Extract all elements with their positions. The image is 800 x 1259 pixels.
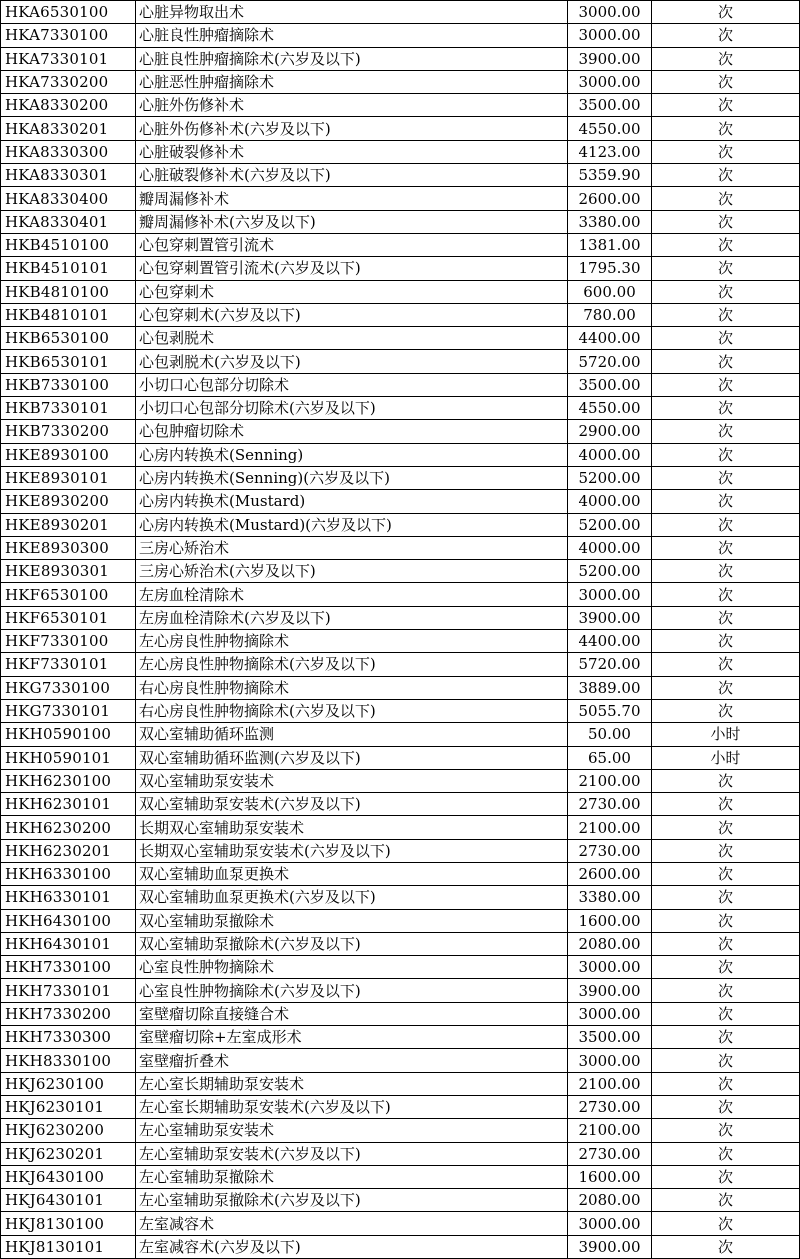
item-price-cell: 5200.00 [568,513,652,536]
table-row [1,443,800,466]
item-code-cell: HKJ6230100 [1,1072,136,1095]
item-code-cell: HKF6530100 [1,583,136,606]
item-unit-cell: 次 [652,769,800,792]
table-row [1,1002,800,1025]
item-unit-cell: 次 [652,350,800,373]
item-code-cell: HKE8930201 [1,513,136,536]
item-code-cell: HKA7330200 [1,70,136,93]
table-row [1,583,800,606]
table-row [1,1235,800,1258]
table-row [1,793,800,816]
item-code-cell: HKH6230201 [1,839,136,862]
item-price-cell: 2900.00 [568,420,652,443]
item-unit-cell: 次 [652,70,800,93]
item-name-cell: 双心室辅助循环监测(六岁及以下) [136,746,568,769]
item-name-cell: 心房内转换术(Mustard) [136,490,568,513]
item-unit-cell: 次 [652,257,800,280]
item-price-cell: 2730.00 [568,1142,652,1165]
table-row [1,140,800,163]
item-price-cell: 3900.00 [568,47,652,70]
item-name-cell: 心房内转换术(Senning) [136,443,568,466]
table-row [1,862,800,885]
item-name-cell: 心脏破裂修补术(六岁及以下) [136,164,568,187]
item-code-cell: HKF7330100 [1,630,136,653]
item-name-cell: 心脏恶性肿瘤摘除术 [136,70,568,93]
item-price-cell: 4000.00 [568,490,652,513]
item-code-cell: HKA8330301 [1,164,136,187]
item-code-cell: HKH7330300 [1,1026,136,1049]
item-unit-cell: 次 [652,816,800,839]
item-name-cell: 左房血栓清除术 [136,583,568,606]
item-price-cell: 3000.00 [568,24,652,47]
item-name-cell: 心房内转换术(Mustard)(六岁及以下) [136,513,568,536]
item-unit-cell: 次 [652,94,800,117]
item-price-cell: 2730.00 [568,793,652,816]
table-row [1,47,800,70]
item-price-cell: 4400.00 [568,630,652,653]
item-name-cell: 心包穿刺术(六岁及以下) [136,303,568,326]
item-price-cell: 65.00 [568,746,652,769]
item-price-cell: 1600.00 [568,1165,652,1188]
table-row [1,350,800,373]
item-price-cell: 3900.00 [568,606,652,629]
item-unit-cell: 次 [652,303,800,326]
item-code-cell: HKJ6230101 [1,1095,136,1118]
item-name-cell: 心包剥脱术 [136,327,568,350]
item-unit-cell: 次 [652,1072,800,1095]
table-row [1,1095,800,1118]
table-row [1,1165,800,1188]
item-code-cell: HKH7330100 [1,956,136,979]
item-name-cell: 长期双心室辅助泵安装术(六岁及以下) [136,839,568,862]
item-name-cell: 右心房良性肿物摘除术(六岁及以下) [136,699,568,722]
table-row [1,956,800,979]
item-unit-cell: 次 [652,956,800,979]
item-name-cell: 左心室辅助泵撤除术 [136,1165,568,1188]
item-price-cell: 3500.00 [568,373,652,396]
item-name-cell: 心脏外伤修补术 [136,94,568,117]
item-name-cell: 左心房良性肿物摘除术(六岁及以下) [136,653,568,676]
item-unit-cell: 次 [652,140,800,163]
item-name-cell: 左心室辅助泵撤除术(六岁及以下) [136,1189,568,1212]
item-code-cell: HKE8930101 [1,466,136,489]
item-unit-cell: 次 [652,909,800,932]
item-unit-cell: 次 [652,1002,800,1025]
table-row [1,303,800,326]
item-code-cell: HKB6530100 [1,327,136,350]
item-code-cell: HKG7330100 [1,676,136,699]
item-price-cell: 3500.00 [568,1026,652,1049]
table-row [1,653,800,676]
table-row [1,164,800,187]
item-name-cell: 心包穿刺置管引流术 [136,233,568,256]
item-price-cell: 5055.70 [568,699,652,722]
item-code-cell: HKE8930200 [1,490,136,513]
item-price-cell: 5200.00 [568,560,652,583]
table-row [1,1212,800,1235]
item-price-cell: 4000.00 [568,443,652,466]
item-code-cell: HKA7330100 [1,24,136,47]
item-name-cell: 心包剥脱术(六岁及以下) [136,350,568,373]
item-name-cell: 双心室辅助循环监测 [136,723,568,746]
item-name-cell: 双心室辅助血泵更换术 [136,862,568,885]
table-row [1,280,800,303]
item-code-cell: HKA8330200 [1,94,136,117]
item-name-cell: 三房心矫治术(六岁及以下) [136,560,568,583]
item-code-cell: HKH6230101 [1,793,136,816]
item-price-cell: 5720.00 [568,350,652,373]
item-name-cell: 心室良性肿物摘除术 [136,956,568,979]
item-name-cell: 双心室辅助泵撤除术(六岁及以下) [136,932,568,955]
item-code-cell: HKH6330100 [1,862,136,885]
item-unit-cell: 次 [652,233,800,256]
item-name-cell: 左房血栓清除术(六岁及以下) [136,606,568,629]
item-code-cell: HKH7330200 [1,1002,136,1025]
item-code-cell: HKF7330101 [1,653,136,676]
item-name-cell: 小切口心包部分切除术 [136,373,568,396]
item-name-cell: 右心房良性肿物摘除术 [136,676,568,699]
item-unit-cell: 次 [652,280,800,303]
item-unit-cell: 次 [652,979,800,1002]
table-row [1,257,800,280]
item-name-cell: 双心室辅助血泵更换术(六岁及以下) [136,886,568,909]
item-unit-cell: 次 [652,117,800,140]
item-name-cell: 室壁瘤折叠术 [136,1049,568,1072]
item-unit-cell: 次 [652,420,800,443]
item-name-cell: 左心室长期辅助泵安装术 [136,1072,568,1095]
item-unit-cell: 次 [652,886,800,909]
item-price-cell: 1600.00 [568,909,652,932]
item-code-cell: HKE8930100 [1,443,136,466]
table-row [1,490,800,513]
item-unit-cell: 次 [652,653,800,676]
table-row [1,932,800,955]
item-price-cell: 2600.00 [568,862,652,885]
item-code-cell: HKJ6430101 [1,1189,136,1212]
item-name-cell: 左室减容术 [136,1212,568,1235]
item-price-cell: 2730.00 [568,839,652,862]
item-name-cell: 心脏异物取出术 [136,1,568,24]
item-code-cell: HKJ6230200 [1,1119,136,1142]
item-price-cell: 3380.00 [568,886,652,909]
item-price-cell: 3000.00 [568,1212,652,1235]
table-row [1,187,800,210]
item-unit-cell: 次 [652,24,800,47]
item-price-cell: 5720.00 [568,653,652,676]
table-row [1,466,800,489]
table-row [1,1,800,24]
item-code-cell: HKB4510101 [1,257,136,280]
table-row [1,373,800,396]
item-price-cell: 2100.00 [568,1119,652,1142]
item-name-cell: 心包穿刺置管引流术(六岁及以下) [136,257,568,280]
item-price-cell: 2100.00 [568,816,652,839]
item-name-cell: 左心室辅助泵安装术 [136,1119,568,1142]
table-row [1,1119,800,1142]
item-unit-cell: 次 [652,1026,800,1049]
item-unit-cell: 小时 [652,746,800,769]
item-unit-cell: 次 [652,560,800,583]
item-unit-cell: 次 [652,676,800,699]
item-unit-cell: 次 [652,699,800,722]
item-name-cell: 三房心矫治术 [136,536,568,559]
table-row [1,1072,800,1095]
table-row [1,233,800,256]
item-unit-cell: 次 [652,47,800,70]
item-price-cell: 3000.00 [568,956,652,979]
item-price-cell: 3500.00 [568,94,652,117]
item-price-cell: 3000.00 [568,1002,652,1025]
table-row [1,1049,800,1072]
item-unit-cell: 次 [652,164,800,187]
item-name-cell: 小切口心包部分切除术(六岁及以下) [136,397,568,420]
item-code-cell: HKA8330300 [1,140,136,163]
item-code-cell: HKJ8130101 [1,1235,136,1258]
item-price-cell: 600.00 [568,280,652,303]
item-code-cell: HKA7330101 [1,47,136,70]
table-row [1,676,800,699]
item-unit-cell: 次 [652,513,800,536]
item-code-cell: HKH6430100 [1,909,136,932]
item-unit-cell: 次 [652,397,800,420]
item-price-cell: 5200.00 [568,466,652,489]
item-unit-cell: 次 [652,1142,800,1165]
item-price-cell: 2730.00 [568,1095,652,1118]
table-row [1,839,800,862]
table-row [1,560,800,583]
table-row [1,699,800,722]
item-price-cell: 3889.00 [568,676,652,699]
item-code-cell: HKJ8130100 [1,1212,136,1235]
table-row [1,723,800,746]
item-code-cell: HKH0590101 [1,746,136,769]
item-price-cell: 50.00 [568,723,652,746]
item-unit-cell: 次 [652,1212,800,1235]
item-name-cell: 瓣周漏修补术 [136,187,568,210]
item-unit-cell: 次 [652,373,800,396]
item-name-cell: 长期双心室辅助泵安装术 [136,816,568,839]
table-row [1,513,800,536]
item-name-cell: 左心房良性肿物摘除术 [136,630,568,653]
item-price-cell: 1795.30 [568,257,652,280]
item-unit-cell: 次 [652,1049,800,1072]
table-row [1,327,800,350]
table-row [1,420,800,443]
item-code-cell: HKA8330401 [1,210,136,233]
item-code-cell: HKA8330400 [1,187,136,210]
item-code-cell: HKB7330200 [1,420,136,443]
item-price-cell: 3900.00 [568,1235,652,1258]
item-name-cell: 双心室辅助泵撤除术 [136,909,568,932]
table-row [1,886,800,909]
item-price-cell: 4550.00 [568,117,652,140]
item-unit-cell: 次 [652,793,800,816]
item-code-cell: HKB7330100 [1,373,136,396]
item-code-cell: HKH6430101 [1,932,136,955]
item-price-cell: 3000.00 [568,1,652,24]
table-row [1,536,800,559]
item-code-cell: HKB6530101 [1,350,136,373]
item-name-cell: 心脏良性肿瘤摘除术(六岁及以下) [136,47,568,70]
item-code-cell: HKA8330201 [1,117,136,140]
table-row [1,70,800,93]
item-code-cell: HKF6530101 [1,606,136,629]
item-code-cell: HKB4510100 [1,233,136,256]
item-price-cell: 2100.00 [568,769,652,792]
item-unit-cell: 次 [652,1165,800,1188]
item-price-cell: 3000.00 [568,583,652,606]
item-name-cell: 左心室辅助泵安装术(六岁及以下) [136,1142,568,1165]
item-code-cell: HKH8330100 [1,1049,136,1072]
item-unit-cell: 次 [652,443,800,466]
item-unit-cell: 次 [652,1095,800,1118]
item-name-cell: 左心室长期辅助泵安装术(六岁及以下) [136,1095,568,1118]
item-name-cell: 心脏良性肿瘤摘除术 [136,24,568,47]
item-unit-cell: 次 [652,1189,800,1212]
item-unit-cell: 次 [652,630,800,653]
item-price-cell: 2100.00 [568,1072,652,1095]
item-name-cell: 心脏外伤修补术(六岁及以下) [136,117,568,140]
item-name-cell: 左室减容术(六岁及以下) [136,1235,568,1258]
table-row [1,630,800,653]
item-price-cell: 780.00 [568,303,652,326]
item-price-cell: 2080.00 [568,1189,652,1212]
item-unit-cell: 次 [652,1,800,24]
item-price-cell: 3000.00 [568,1049,652,1072]
item-name-cell: 心室良性肿物摘除术(六岁及以下) [136,979,568,1002]
table-row [1,94,800,117]
item-unit-cell: 次 [652,210,800,233]
table-row [1,1026,800,1049]
item-code-cell: HKB4810100 [1,280,136,303]
item-code-cell: HKB7330101 [1,397,136,420]
item-unit-cell: 次 [652,466,800,489]
item-code-cell: HKJ6230201 [1,1142,136,1165]
item-code-cell: HKH6330101 [1,886,136,909]
table-row [1,816,800,839]
item-unit-cell: 次 [652,187,800,210]
item-name-cell: 双心室辅助泵安装术(六岁及以下) [136,793,568,816]
item-price-cell: 2600.00 [568,187,652,210]
item-code-cell: HKA6530100 [1,1,136,24]
item-unit-cell: 次 [652,839,800,862]
item-unit-cell: 次 [652,1235,800,1258]
item-price-cell: 4123.00 [568,140,652,163]
table-row [1,117,800,140]
table-row [1,397,800,420]
item-price-cell: 4550.00 [568,397,652,420]
table-row [1,210,800,233]
item-code-cell: HKJ6430100 [1,1165,136,1188]
item-unit-cell: 次 [652,606,800,629]
item-unit-cell: 次 [652,327,800,350]
item-price-cell: 2080.00 [568,932,652,955]
table-row [1,606,800,629]
item-price-cell: 4000.00 [568,536,652,559]
item-name-cell: 瓣周漏修补术(六岁及以下) [136,210,568,233]
item-code-cell: HKH6230200 [1,816,136,839]
item-price-cell: 4400.00 [568,327,652,350]
item-name-cell: 心脏破裂修补术 [136,140,568,163]
item-name-cell: 双心室辅助泵安装术 [136,769,568,792]
item-code-cell: HKH6230100 [1,769,136,792]
item-unit-cell: 次 [652,490,800,513]
table-row [1,979,800,1002]
item-code-cell: HKB4810101 [1,303,136,326]
item-name-cell: 心包穿刺术 [136,280,568,303]
item-name-cell: 室壁瘤切除+左室成形术 [136,1026,568,1049]
item-price-cell: 5359.90 [568,164,652,187]
table-row [1,746,800,769]
fee-table-body [1,1,800,1259]
item-unit-cell: 次 [652,932,800,955]
item-code-cell: HKG7330101 [1,699,136,722]
item-name-cell: 室壁瘤切除直接缝合术 [136,1002,568,1025]
item-name-cell: 心房内转换术(Senning)(六岁及以下) [136,466,568,489]
item-code-cell: HKE8930301 [1,560,136,583]
item-unit-cell: 次 [652,536,800,559]
item-price-cell: 3900.00 [568,979,652,1002]
table-row [1,909,800,932]
item-price-cell: 1381.00 [568,233,652,256]
item-code-cell: HKH0590100 [1,723,136,746]
item-price-cell: 3000.00 [568,70,652,93]
item-price-cell: 3380.00 [568,210,652,233]
item-unit-cell: 次 [652,583,800,606]
table-row [1,1142,800,1165]
item-code-cell: HKH7330101 [1,979,136,1002]
item-name-cell: 心包肿瘤切除术 [136,420,568,443]
table-row [1,769,800,792]
table-row [1,24,800,47]
table-row [1,1189,800,1212]
item-unit-cell: 次 [652,1119,800,1142]
item-unit-cell: 小时 [652,723,800,746]
item-unit-cell: 次 [652,862,800,885]
item-code-cell: HKE8930300 [1,536,136,559]
